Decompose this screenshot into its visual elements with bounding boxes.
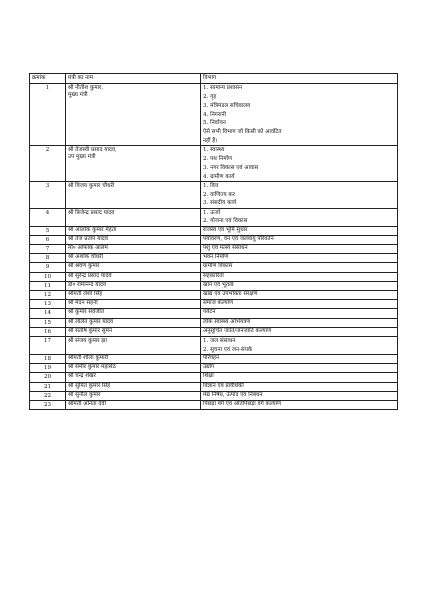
department-line: नहीं है। xyxy=(203,137,218,144)
department-line: समाज कल्याण xyxy=(203,300,234,307)
minister-name-line: उप मुख्य मंत्री xyxy=(68,154,96,161)
table-row xyxy=(30,272,398,281)
serial-cell: 7 xyxy=(30,244,66,253)
minister-name-line: श्री संतोष कुमार सुमन xyxy=(68,327,113,334)
serial-cell: 9 xyxy=(30,263,66,272)
serial-cell: 21 xyxy=(30,382,66,391)
minister-name-cell xyxy=(66,401,201,410)
minister-name-cell xyxy=(66,244,201,253)
table-row xyxy=(30,401,398,410)
table-row xyxy=(30,300,398,309)
serial-cell: 3 xyxy=(30,181,66,208)
minister-name-line: श्री सुरेन्द्र प्रसाद यादव xyxy=(68,272,112,279)
department-cell xyxy=(201,382,398,391)
department-line: ग्रामीण विकास xyxy=(203,263,233,270)
minister-name-line: श्री आलोक कुमार मेहता xyxy=(68,226,117,233)
department-cell xyxy=(201,327,398,336)
table-row xyxy=(30,208,398,226)
minister-name-cell xyxy=(66,318,201,327)
minister-name-cell xyxy=(66,373,201,382)
minister-name-line: श्री तेजस्वी प्रसाद यादव, xyxy=(68,147,117,154)
serial-cell: 6 xyxy=(30,235,66,244)
header-name: मंत्री का नाम xyxy=(66,74,201,84)
department-line: 2. पथ निर्माण xyxy=(203,155,233,162)
serial-cell: 12 xyxy=(30,291,66,300)
table-header-row xyxy=(30,74,398,84)
table-row xyxy=(30,291,398,300)
department-cell xyxy=(201,208,398,226)
department-line: 3. मंत्रिमंडल सचिवालय xyxy=(203,102,251,109)
minister-name-line: श्रीमती लेशी सिंह xyxy=(68,291,103,297)
serial-cell: 1 xyxy=(30,84,66,146)
department-line: विज्ञान एवं प्रावैधिकी xyxy=(203,382,244,389)
serial-cell: 16 xyxy=(30,327,66,336)
minister-name-cell xyxy=(66,382,201,391)
minister-name-line: श्री श्रवण कुमार xyxy=(68,263,100,270)
department-line: 3. संसदीय कार्य xyxy=(203,200,237,207)
minister-name-line: श्री अशोक चौधरी xyxy=(68,254,103,261)
minister-name-line: श्री नीतीश कुमार, xyxy=(68,85,104,92)
department-cell xyxy=(201,272,398,281)
minister-name-line: श्री कुमार सर्वजीत xyxy=(68,309,105,316)
department-cell xyxy=(201,146,398,182)
table-row xyxy=(30,337,398,355)
minister-name-cell xyxy=(66,254,201,263)
minister-name-line: श्री विजय कुमार चौधरी xyxy=(68,182,115,189)
table-row xyxy=(30,244,398,253)
department-line: 2. योजना एवं विकास xyxy=(203,218,248,225)
serial-cell: 11 xyxy=(30,281,66,290)
department-line: 1. जल संसाधन xyxy=(203,338,236,345)
department-line: 2. सूचना एवं जन-संपर्क xyxy=(203,346,253,353)
department-line: शिक्षा xyxy=(203,373,214,380)
table-row xyxy=(30,391,398,400)
minister-name-line: श्री मदन सहनी xyxy=(68,300,98,307)
department-line: 4. ग्रामीण कार्य xyxy=(203,173,235,180)
department-line: सहकारिता xyxy=(203,272,224,279)
department-line: ऐसे सभी विभाग जो किसी को आवंटित xyxy=(203,129,282,136)
minister-name-cell xyxy=(66,355,201,364)
serial-cell: 18 xyxy=(30,355,66,364)
department-line: राजस्व एवं भूमि सुधार xyxy=(203,226,248,233)
minister-name-cell xyxy=(66,327,201,336)
department-cell xyxy=(201,355,398,364)
minister-name-line: मो० आफाक आलम xyxy=(68,244,108,251)
header-serial: क्रमांक xyxy=(30,74,66,84)
minister-name-line: श्री सुमित कुमार सिंह xyxy=(68,382,111,389)
table-row xyxy=(30,84,398,146)
header-department: विभाग xyxy=(201,74,398,84)
department-cell xyxy=(201,337,398,355)
minister-name-cell xyxy=(66,391,201,400)
table-row xyxy=(30,355,398,364)
department-cell xyxy=(201,291,398,300)
minister-name-cell xyxy=(66,235,201,244)
serial-cell: 15 xyxy=(30,318,66,327)
minister-name-line: श्री सुनील कुमार xyxy=(68,391,101,398)
serial-cell: 22 xyxy=(30,391,66,400)
minister-name-line: श्री ललित कुमार यादव xyxy=(68,318,114,325)
minister-name-cell xyxy=(66,263,201,272)
serial-cell: 20 xyxy=(30,373,66,382)
department-line: 2. वाणिज्य कर xyxy=(203,191,235,198)
minister-name-cell xyxy=(66,291,201,300)
table-row xyxy=(30,235,398,244)
department-line: 3. नगर विकास एवं आवास xyxy=(203,164,259,171)
serial-cell: 10 xyxy=(30,272,66,281)
department-line: 1. वित्त xyxy=(203,182,219,189)
department-line: 4. निगरानी xyxy=(203,111,227,118)
minister-name-line: डॉ० रामानन्द यादव xyxy=(68,281,107,288)
minister-name-line: श्री समीर कुमार महासेठ xyxy=(68,364,116,371)
minister-name-cell xyxy=(66,208,201,226)
minister-name-cell xyxy=(66,309,201,318)
table-row xyxy=(30,181,398,208)
serial-cell: 14 xyxy=(30,309,66,318)
minister-name-line: श्री संजय कुमार झा xyxy=(68,338,107,345)
serial-cell: 8 xyxy=(30,254,66,263)
table-row xyxy=(30,254,398,263)
minister-name-cell xyxy=(66,337,201,355)
department-line: पशु एवं मत्स्य संसाधन xyxy=(203,244,248,251)
minister-name-cell xyxy=(66,181,201,208)
department-line: खान एवं भूतत्व xyxy=(203,281,234,288)
minister-name-line: श्री चन्द्र शेखर xyxy=(68,373,96,380)
table-row xyxy=(30,364,398,373)
department-cell xyxy=(201,364,398,373)
minister-name-line: श्रीमती शीला कुमारी xyxy=(68,355,109,362)
serial-cell: 19 xyxy=(30,364,66,373)
ministers-table xyxy=(29,73,398,410)
minister-name-cell xyxy=(66,146,201,182)
department-cell xyxy=(201,309,398,318)
department-line: पिछड़ा वर्ग एवं अतिपिछड़ा वर्ग कल्याण xyxy=(203,401,282,408)
table-row xyxy=(30,281,398,290)
serial-cell: 17 xyxy=(30,337,66,355)
department-line: खाद्य एवं उपभोक्ता संरक्षण xyxy=(203,291,258,297)
department-line: 2. गृह xyxy=(203,94,217,100)
minister-name-cell xyxy=(66,364,201,373)
department-line: परिवहन xyxy=(203,355,220,362)
table-row xyxy=(30,146,398,182)
serial-cell: 5 xyxy=(30,226,66,235)
department-line: पर्यावरण, वन एवं जलवायु परिवर्तन xyxy=(203,235,274,242)
department-line: 1. स्वास्थ्य xyxy=(203,147,225,154)
minister-name-line: श्री तेज प्रताप यादव xyxy=(68,235,108,242)
table-row xyxy=(30,318,398,327)
department-cell xyxy=(201,281,398,290)
department-cell xyxy=(201,235,398,244)
table-row xyxy=(30,309,398,318)
table-body xyxy=(30,84,398,410)
minister-name-line: श्रीमती अनिता देवी xyxy=(68,401,106,408)
table-row xyxy=(30,226,398,235)
department-cell xyxy=(201,181,398,208)
department-cell xyxy=(201,84,398,146)
minister-name-cell xyxy=(66,226,201,235)
department-line: भवन निर्माण xyxy=(203,254,229,261)
department-cell xyxy=(201,300,398,309)
minister-name-cell xyxy=(66,84,201,146)
minister-name-cell xyxy=(66,281,201,290)
department-line: पर्यटन xyxy=(203,309,216,316)
minister-name-cell xyxy=(66,272,201,281)
department-line: 1. सामान्य प्रशासन xyxy=(203,85,243,92)
department-line: उद्योग xyxy=(203,364,215,371)
serial-cell: 4 xyxy=(30,208,66,226)
department-cell xyxy=(201,254,398,263)
table-row xyxy=(30,327,398,336)
department-line: अनुसूचित जाति/जनजाति कल्याण xyxy=(203,327,272,334)
minister-name-line: श्री बिजेन्द्र प्रसाद यादव xyxy=(68,209,115,216)
department-cell xyxy=(201,244,398,253)
department-cell xyxy=(201,318,398,327)
minister-name-cell xyxy=(66,300,201,309)
department-cell xyxy=(201,401,398,410)
department-line: 1. ऊर्जा xyxy=(203,209,221,216)
serial-cell: 23 xyxy=(30,401,66,410)
table-row xyxy=(30,263,398,272)
serial-cell: 13 xyxy=(30,300,66,309)
department-cell xyxy=(201,226,398,235)
department-line: 5. निर्वाचन xyxy=(203,120,226,127)
department-line: लोक स्वास्थ्य अभियंत्रण xyxy=(203,318,251,325)
department-line: मद्य निषेध, उत्पाद एवं निबंधन xyxy=(203,391,263,398)
serial-cell: 2 xyxy=(30,146,66,182)
table-row xyxy=(30,373,398,382)
department-cell xyxy=(201,373,398,382)
ministers-table-sheet xyxy=(29,73,397,410)
department-cell xyxy=(201,391,398,400)
department-cell xyxy=(201,263,398,272)
minister-name-line: मुख्य मंत्री xyxy=(68,92,88,99)
table-row xyxy=(30,382,398,391)
